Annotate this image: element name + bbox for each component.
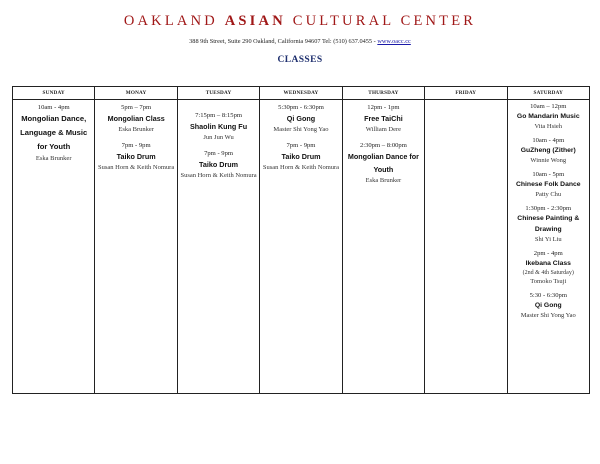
address-line [0, 38, 600, 45]
class-name: Go Mandarin Music [516, 113, 580, 120]
class-instructor: Winnie Wong [530, 157, 567, 164]
class-entry [510, 137, 587, 165]
class-entry [345, 141, 422, 185]
class-name: GuZheng (Zither) [520, 147, 576, 154]
class-time: 5:30pm - 6:30pm [278, 104, 324, 111]
class-name: Taiko Drum [199, 160, 239, 169]
class-time: 2pm - 4pm [533, 250, 563, 257]
class-instructor: Susan Horn & Keith Nomura [262, 164, 340, 171]
class-schedule-table [12, 86, 590, 394]
day-cell-monday [95, 100, 177, 394]
class-name: Taiko Drum [281, 152, 321, 161]
class-entry [180, 149, 257, 180]
day-header-monday: MONAY [95, 87, 177, 100]
class-instructor: Jun Jun Wu [203, 134, 234, 141]
class-entry [262, 103, 339, 134]
class-instructor: Susan Horn & Keith Nomura [180, 172, 257, 179]
class-time: 5pm – 7pm [121, 104, 152, 111]
class-name: Chinese Painting & Drawing [517, 215, 580, 233]
class-name: Qi Gong [286, 114, 316, 123]
day-cell-friday [425, 100, 507, 394]
class-instructor: Eska Brunker [118, 126, 154, 133]
class-entry [15, 103, 92, 163]
class-entry [97, 141, 174, 172]
website-link[interactable]: www.oacc.cc [377, 38, 411, 45]
day-header-friday: FRIDAY [425, 87, 507, 100]
class-name: Ikebana Class [525, 260, 571, 267]
class-entry [262, 141, 339, 172]
day-cell-saturday [507, 100, 589, 394]
class-instructor: Vita Hsieh [534, 123, 563, 130]
center-title [0, 13, 600, 30]
class-entry [510, 292, 587, 320]
day-header-thursday: THURSDAY [342, 87, 424, 100]
class-instructor: Eska Brunker [35, 155, 72, 162]
class-instructor: Patty Chu [535, 191, 562, 198]
day-header-sunday: SUNDAY [13, 87, 95, 100]
title-part-1: OAKLAND [123, 13, 225, 29]
class-time: 7:15pm – 8:15pm [195, 112, 242, 119]
day-cell-thursday [342, 100, 424, 394]
class-time: 10am – 12pm [530, 103, 567, 110]
class-name: Mongolian Dance, Language & Music for Youth [20, 114, 88, 151]
day-cell-sunday [13, 100, 95, 394]
class-entry [180, 111, 257, 142]
day-header-tuesday: TUESDAY [177, 87, 259, 100]
class-instructor: Tomoko Tsuji [530, 278, 567, 285]
class-name: Chinese Folk Dance [515, 181, 581, 188]
class-instructor: William Dere [365, 126, 402, 133]
class-instructor: Susan Horn & Keith Nomura [98, 164, 175, 171]
day-cell-tuesday [177, 100, 259, 394]
class-time: 10am - 4pm [532, 137, 565, 144]
class-entry [510, 103, 587, 131]
class-name: Qi Gong [534, 302, 562, 309]
class-name: Mongolian Class [107, 114, 165, 123]
class-time: 10am - 4pm [37, 104, 70, 111]
class-note: (2nd & 4th Saturday) [522, 270, 574, 276]
class-entry [510, 171, 587, 199]
class-name: Shaolin Kung Fu [190, 122, 248, 131]
class-time: 7pm - 9pm [204, 150, 234, 157]
class-time: 7pm - 9pm [286, 142, 316, 149]
class-instructor: Master Shi Yong Yao [520, 312, 576, 319]
title-bold-word: ASIAN [224, 13, 286, 29]
class-entry [510, 250, 587, 286]
class-entry [510, 205, 587, 244]
class-name: Taiko Drum [116, 152, 156, 161]
schedule-row [13, 100, 590, 394]
class-time: 12pm - 1pm [367, 104, 400, 111]
address-text: 388 9th Street, Suite 290 Oakland, California 94607 Tel: (510) 637.0455 - [189, 38, 378, 45]
day-header-wednesday: WEDNESDAY [260, 87, 342, 100]
day-header-saturday: SATURDAY [507, 87, 589, 100]
class-instructor: Shi Yi Liu [534, 236, 562, 243]
class-instructor: Eska Brunker [365, 177, 402, 184]
class-name: Free TaiChi [364, 114, 403, 123]
class-instructor: Master Shi Yong Yao [273, 126, 329, 133]
class-time: 2:30pm – 8:00pm [359, 142, 407, 149]
title-part-2: CULTURAL CENTER [285, 13, 477, 29]
classes-heading: CLASSES [277, 55, 323, 65]
class-entry [345, 103, 422, 134]
class-time: 1:30pm - 2:30pm [525, 205, 572, 212]
day-header-row [13, 87, 590, 100]
class-time: 10am - 5pm [532, 171, 565, 178]
class-time: 5:30 - 6:30pm [529, 292, 567, 299]
class-entry [97, 103, 174, 134]
class-name: Mongolian Dance for Youth [347, 152, 419, 174]
day-cell-wednesday [260, 100, 342, 394]
class-time: 7pm - 9pm [121, 142, 151, 149]
